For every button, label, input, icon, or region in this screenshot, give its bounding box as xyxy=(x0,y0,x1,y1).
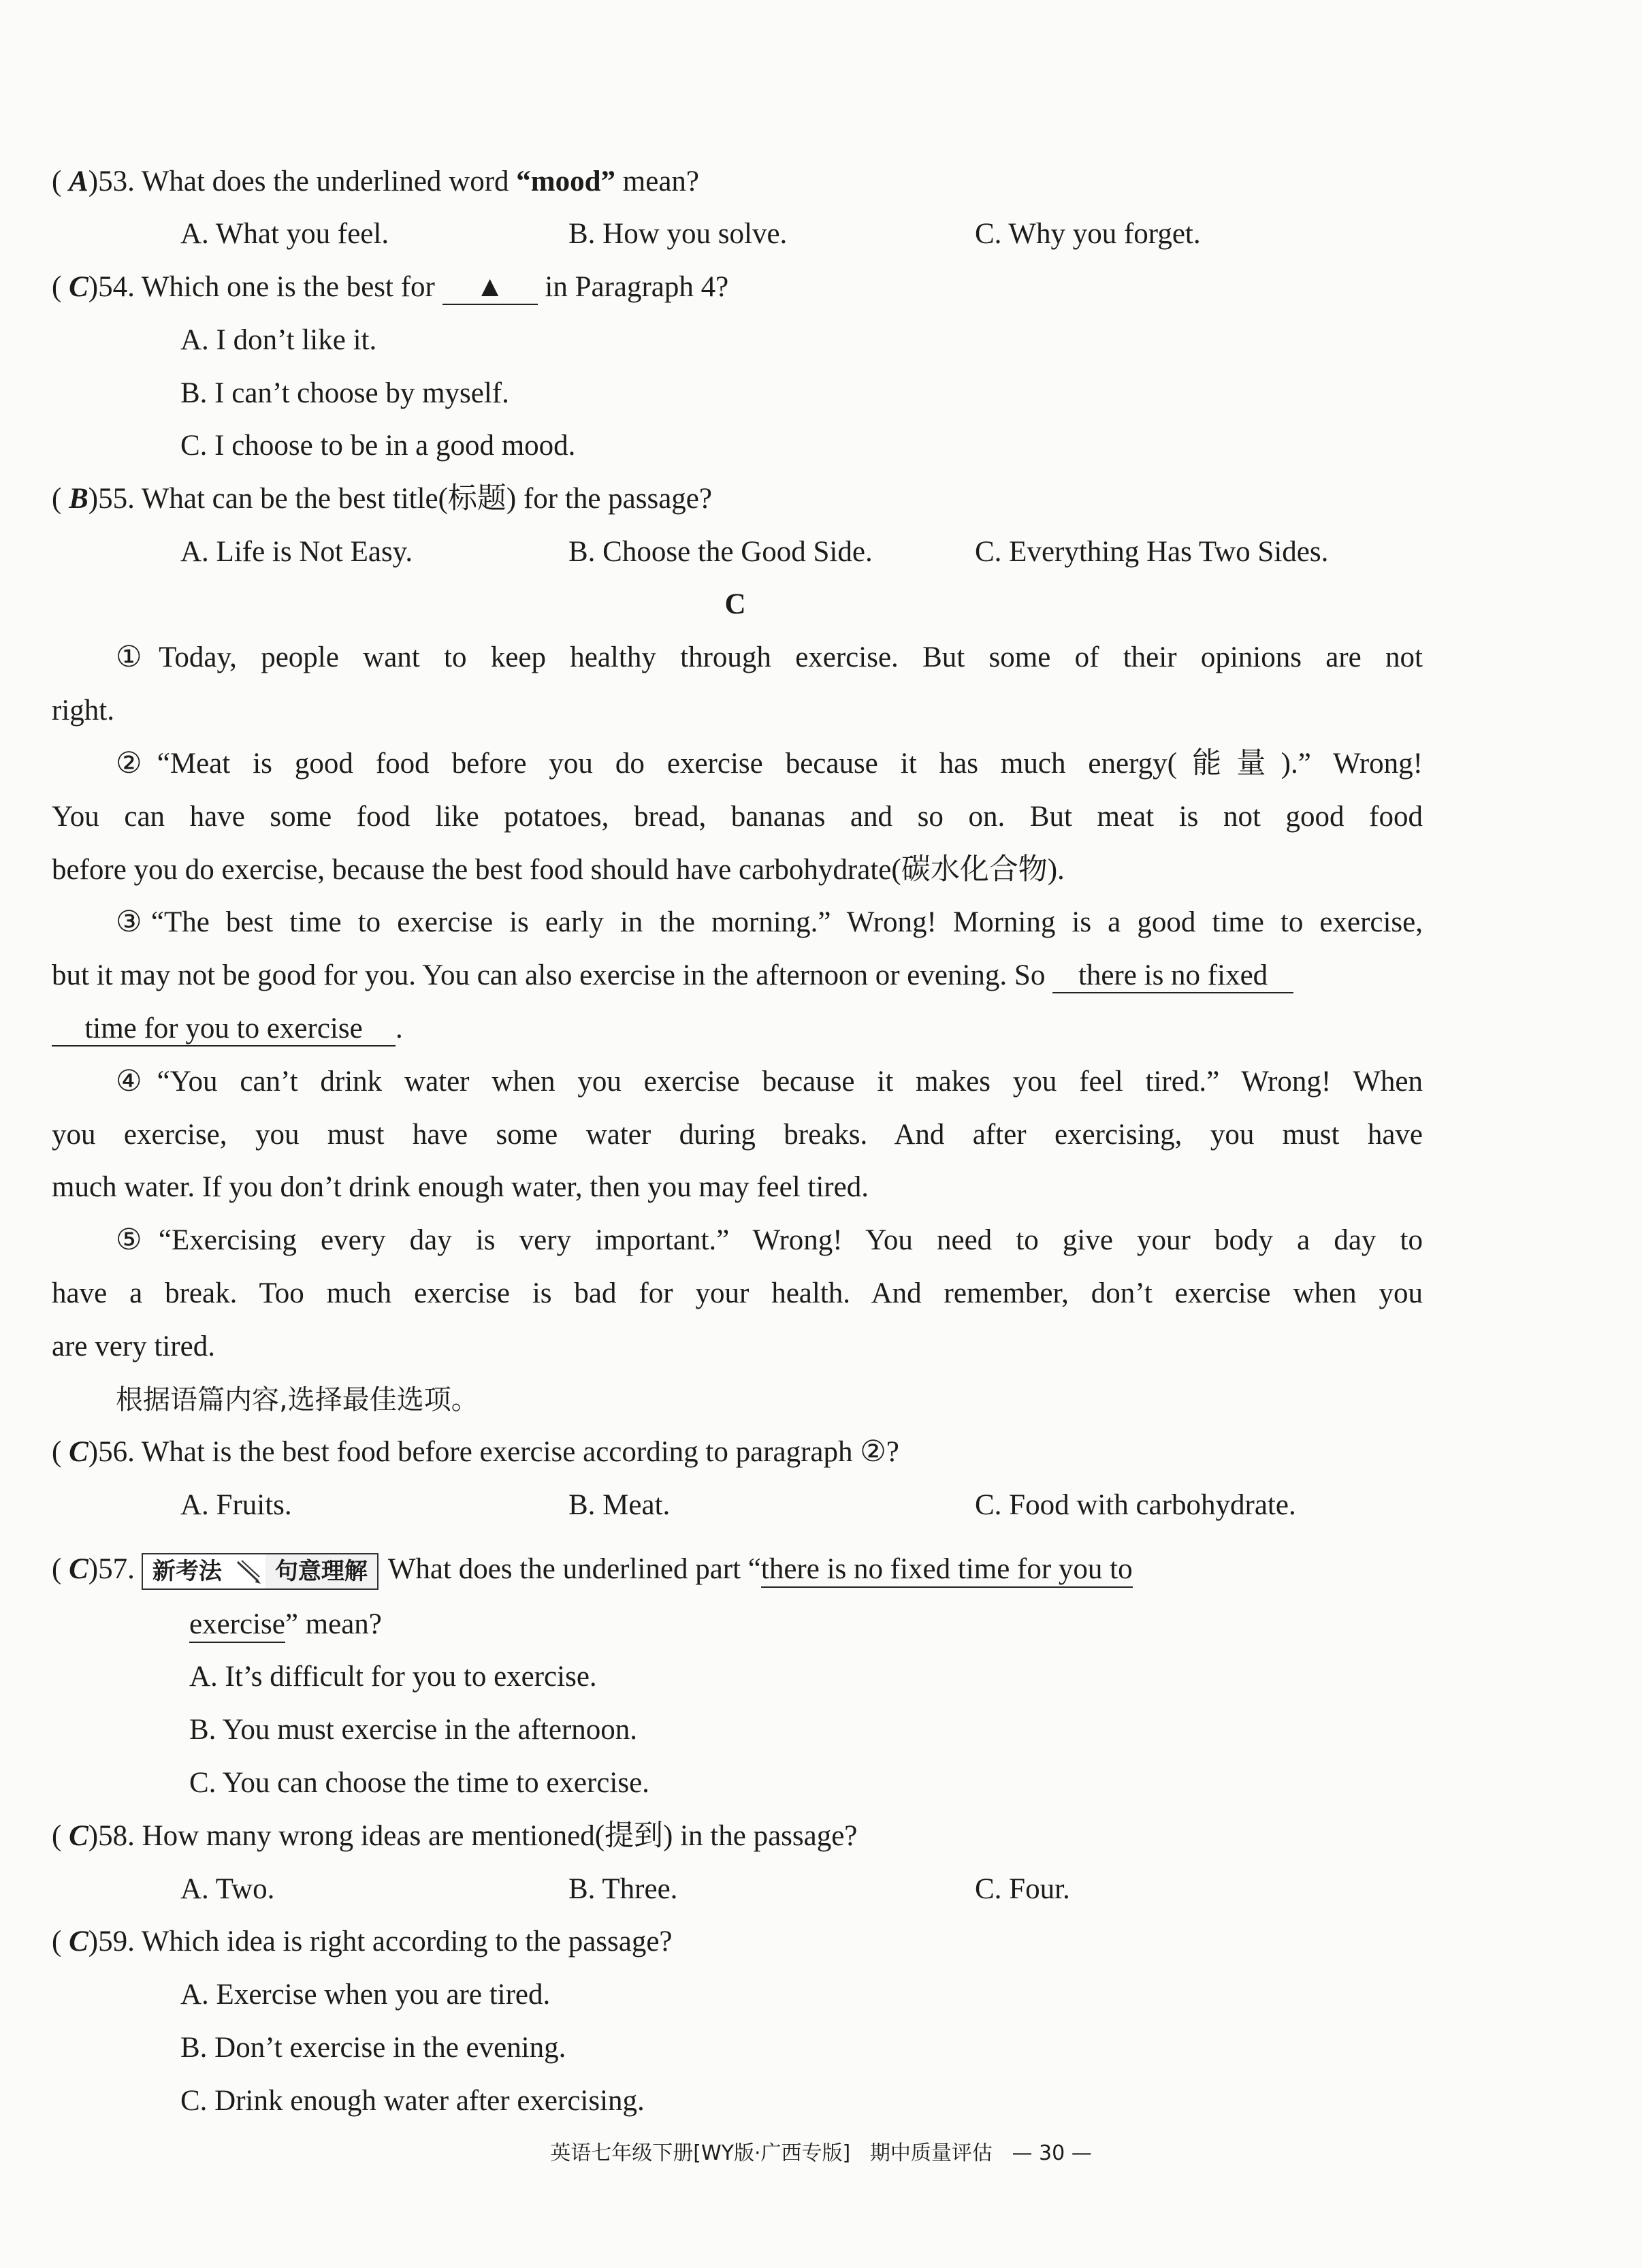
pencil-icon-svg xyxy=(235,1558,262,1585)
answer-59: C xyxy=(69,1926,88,1958)
answer-54: C xyxy=(69,271,88,303)
question-57-stem-end: ” mean? xyxy=(285,1608,382,1640)
fill-answer-line1: there is no fixed xyxy=(1052,959,1293,993)
option-55-a: A. Life is Not Easy. xyxy=(180,536,413,568)
option-55-c: C. Everything Has Two Sides. xyxy=(975,536,1329,568)
passage-p2-line3: before you do exercise, because the best food should have carbohydrate(碳水化合物). xyxy=(52,854,1065,886)
option-59-c: C. Drink enough water after exercising. xyxy=(180,2085,645,2117)
tag-new-method: 新考法 xyxy=(142,1553,231,1590)
footer-section: 期中质量评估 xyxy=(869,2141,993,2165)
passage-p2-line2: You can have some food like potatoes, bread, bananas and so on. But meat is not good food xyxy=(52,801,1423,833)
page-footer xyxy=(0,2137,1642,2171)
paren-open: ( xyxy=(52,1436,69,1468)
answer-55: B xyxy=(69,483,88,515)
question-53-stem-end: mean? xyxy=(615,165,699,197)
question-57-underlined-1: there is no fixed time for you to xyxy=(761,1553,1133,1588)
question-59 xyxy=(52,1921,673,1962)
tag-sentence-meaning: 句意理解 xyxy=(265,1553,379,1590)
option-53-a: A. What you feel. xyxy=(180,218,389,250)
passage-p3-line1: ③“The best time to exercise is early in the morning.” Wrong! Morning is a good time to exercise, xyxy=(116,906,1423,938)
option-54-a: A. I don’t like it. xyxy=(180,324,377,356)
option-58-a: A. Two. xyxy=(180,1873,275,1905)
passage-p4-line1: ④“You can’t drink water when you exercise because it makes you feel tired.” Wrong! When xyxy=(116,1066,1423,1098)
question-58-stem: )58. How many wrong ideas are mentioned(提到) in the passage? xyxy=(88,1820,858,1852)
answer-57: C xyxy=(69,1553,88,1585)
question-57 xyxy=(52,1549,1133,1590)
answer-58: C xyxy=(69,1820,88,1852)
question-57-stem: What does the underlined part “ xyxy=(387,1553,761,1585)
question-56-stem: )56. What is the best food before exercise according to paragraph ②? xyxy=(88,1436,899,1468)
question-57-underlined-2: exercise xyxy=(189,1608,285,1643)
passage-p5-line3: are very tired. xyxy=(52,1330,215,1362)
instruction: 根据语篇内容,选择最佳选项。 xyxy=(116,1384,479,1416)
passage-p5-line2: have a break. Too much exercise is bad for your health. And remember, don’t exercise when you xyxy=(52,1277,1423,1309)
footer-book: 英语七年级下册[WY版·广西专版] xyxy=(550,2141,851,2165)
new-method-tag xyxy=(142,1553,379,1590)
passage-p3-line3-end: . xyxy=(396,1012,403,1044)
question-57-line2 xyxy=(189,1604,382,1645)
fill-answer-line2: time for you to exercise xyxy=(52,1012,396,1047)
option-59-b: B. Don’t exercise in the evening. xyxy=(180,2032,566,2064)
option-57-c: C. You can choose the time to exercise. xyxy=(189,1767,649,1799)
paren-open: ( xyxy=(52,165,69,197)
option-56-b: B. Meat. xyxy=(568,1489,671,1521)
question-54-stem: )54. Which one is the best for xyxy=(88,271,442,303)
question-54-stem-end: in Paragraph 4? xyxy=(537,271,729,303)
question-56 xyxy=(52,1432,899,1473)
footer-page-number: — 30 — xyxy=(1012,2141,1092,2165)
option-56-a: A. Fruits. xyxy=(180,1489,292,1521)
option-58-b: B. Three. xyxy=(568,1873,678,1905)
passage-p1-line2: right. xyxy=(52,694,114,726)
paren-open: ( xyxy=(52,1926,69,1958)
passage-p3-line2 xyxy=(52,955,1293,996)
passage-p1-line1: ①Today, people want to keep healthy through exercise. But some of their opinions are not xyxy=(116,641,1423,673)
paren-open: ( xyxy=(52,483,69,515)
question-57-number: )57. xyxy=(88,1553,135,1585)
option-58-c: C. Four. xyxy=(975,1873,1070,1905)
paren-open: ( xyxy=(52,1820,69,1852)
question-59-stem: )59. Which idea is right according to the passage? xyxy=(88,1926,673,1958)
passage-p3-line2-text: but it may not be good for you. You can also exercise in the afternoon or evening. So xyxy=(52,959,1053,991)
option-56-c: C. Food with carbohydrate. xyxy=(975,1489,1296,1521)
option-53-c: C. Why you forget. xyxy=(975,218,1201,250)
option-59-a: A. Exercise when you are tired. xyxy=(180,1979,551,2011)
option-55-b: B. Choose the Good Side. xyxy=(568,536,873,568)
question-53-word: “mood” xyxy=(516,165,616,197)
passage-p3-line3 xyxy=(52,1008,403,1049)
option-53-b: B. How you solve. xyxy=(568,218,788,250)
question-54 xyxy=(52,267,728,308)
question-53-stem: )53. What does the underlined word xyxy=(88,165,517,197)
blank-triangle: ▲ xyxy=(442,271,538,305)
passage-p2-line1: ②“Meat is good food before you do exercise because it has much energy(能量).” Wrong! xyxy=(116,748,1423,780)
paren-open: ( xyxy=(52,271,69,303)
passage-p4-line2: you exercise, you must have some water during breaks. And after exercising, you must have xyxy=(52,1119,1423,1151)
question-53 xyxy=(52,161,699,202)
question-55-stem: )55. What can be the best title(标题) for the passage? xyxy=(88,483,712,515)
question-55 xyxy=(52,479,712,520)
pencil-icon xyxy=(231,1553,265,1590)
passage-p5-line1: ⑤“Exercising every day is very important.” Wrong! You need to give your body a day to xyxy=(116,1224,1423,1256)
paren-open: ( xyxy=(52,1553,69,1585)
option-57-a: A. It’s difficult for you to exercise. xyxy=(189,1661,597,1693)
answer-56: C xyxy=(69,1436,88,1468)
option-57-b: B. You must exercise in the afternoon. xyxy=(189,1714,638,1746)
option-54-b: B. I can’t choose by myself. xyxy=(180,377,509,409)
answer-53: A xyxy=(69,165,88,197)
passage-p4-line3: much water. If you don’t drink enough water, then you may feel tired. xyxy=(52,1171,869,1203)
question-58 xyxy=(52,1816,857,1857)
section-heading: C xyxy=(724,588,746,620)
option-54-c: C. I choose to be in a good mood. xyxy=(180,430,576,462)
